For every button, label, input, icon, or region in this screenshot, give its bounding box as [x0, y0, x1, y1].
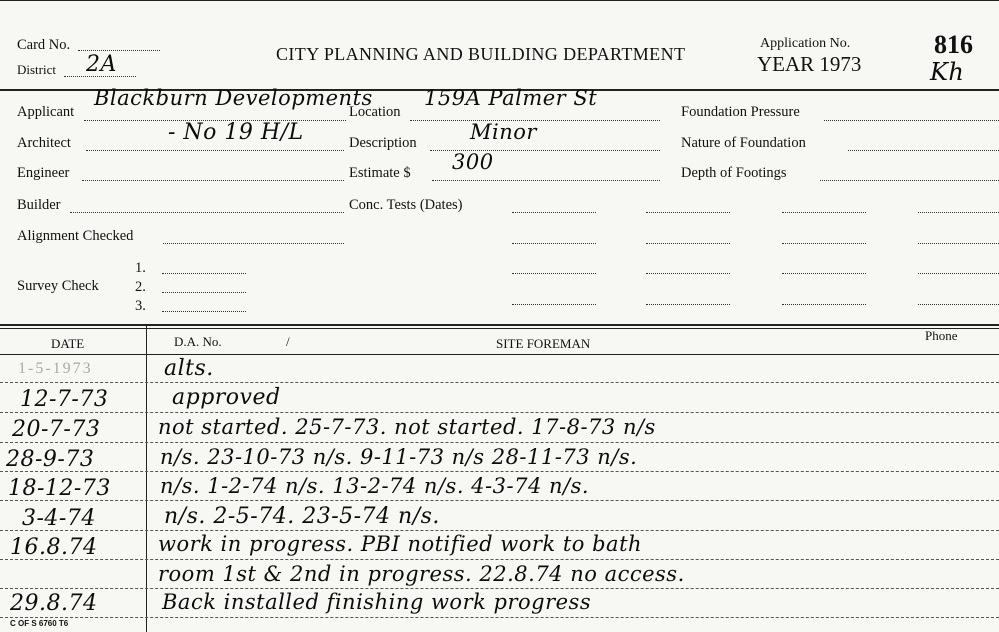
card-no-label: Card No.	[17, 37, 71, 53]
row-line	[0, 412, 999, 413]
form-code: C OF S 6760 T6	[10, 619, 69, 628]
table-top-rule-inner	[0, 328, 999, 329]
applicant-label: Applicant	[17, 104, 75, 120]
conc-line	[918, 212, 999, 213]
row-line	[0, 500, 999, 501]
col-header-site-foreman: SITE FOREMAN	[496, 336, 591, 351]
row-line	[0, 617, 999, 618]
architect-line	[86, 150, 344, 151]
row-entry: Back installed finishing work progress	[162, 590, 592, 614]
conc-tests-label: Conc. Tests (Dates)	[349, 197, 463, 213]
col-header-phone: Phone	[925, 328, 958, 343]
description-value: Minor	[470, 120, 537, 144]
alignment-checked-label: Alignment Checked	[17, 228, 134, 244]
conc-line	[646, 273, 730, 274]
conc-line	[782, 273, 866, 274]
table-top-rule	[0, 324, 999, 326]
row-line	[0, 471, 999, 472]
foundation-pressure-line	[824, 120, 999, 121]
district-label: District	[17, 62, 56, 77]
col-header-da-no: D.A. No.	[174, 334, 222, 349]
row-entry: n/s. 1-2-74 n/s. 13-2-74 n/s. 4-3-74 n/s.	[160, 474, 590, 498]
application-number: 816	[934, 30, 973, 59]
application-no-label: Application No.	[760, 36, 851, 51]
survey-item-2: 2.	[135, 279, 146, 295]
page-title: CITY PLANNING AND BUILDING DEPARTMENT	[276, 44, 686, 64]
survey-check-label: Survey Check	[17, 278, 99, 294]
location-value: 159A Palmer St	[424, 86, 598, 110]
row-date-stamp: 1-5-1973	[18, 360, 93, 377]
row-line	[0, 588, 999, 589]
engineer-label: Engineer	[17, 165, 70, 181]
estimate-label: Estimate $	[349, 165, 411, 181]
conc-line	[646, 212, 730, 213]
conc-line	[918, 273, 999, 274]
nature-of-foundation-label: Nature of Foundation	[681, 135, 806, 151]
row-date: 3-4-74	[22, 506, 96, 531]
conc-line	[512, 243, 596, 244]
row-date: 29.8.74	[10, 591, 98, 616]
row-line	[0, 442, 999, 443]
row-date: 28-9-73	[6, 447, 95, 472]
conc-line	[646, 304, 730, 305]
row-entry: n/s. 2-5-74. 23-5-74 n/s.	[164, 504, 440, 529]
col-header-slash: /	[286, 334, 290, 349]
conc-line	[782, 243, 866, 244]
conc-line	[782, 304, 866, 305]
conc-line	[512, 273, 596, 274]
description-label: Description	[349, 135, 417, 151]
depth-of-footings-label: Depth of Footings	[681, 165, 787, 181]
depth-of-footings-line	[820, 180, 999, 181]
top-border	[0, 0, 999, 1]
survey-line-1	[162, 273, 246, 274]
location-label: Location	[349, 104, 401, 120]
conc-line	[512, 212, 596, 213]
row-date: 18-12-73	[8, 476, 111, 501]
survey-item-3: 3.	[135, 298, 146, 314]
col-header-date: DATE	[51, 336, 85, 351]
row-entry: not started. 25-7-73. not started. 17-8-73 n/s	[158, 415, 656, 439]
conc-line	[646, 243, 730, 244]
conc-line	[512, 304, 596, 305]
row-line	[0, 559, 999, 560]
applicant-value: Blackburn Developments	[94, 86, 373, 110]
engineer-line	[82, 180, 344, 181]
estimate-value: 300	[452, 150, 494, 174]
survey-line-3	[162, 311, 246, 312]
nature-of-foundation-line	[848, 150, 999, 151]
row-date: 16.8.74	[10, 535, 98, 560]
survey-item-1: 1.	[135, 260, 146, 276]
architect-value: - No 19 H/L	[168, 120, 304, 145]
row-entry: approved	[172, 385, 281, 410]
builder-label: Builder	[17, 197, 61, 213]
conc-line	[918, 243, 999, 244]
architect-label: Architect	[17, 135, 71, 151]
card-no-line	[78, 50, 160, 51]
conc-line	[782, 212, 866, 213]
conc-line	[918, 304, 999, 305]
row-date: 20-7-73	[12, 417, 101, 442]
initials-signature: Kh	[930, 58, 965, 86]
row-entry: work in progress. PBI notified work to bath	[158, 532, 643, 556]
table-column-divider	[146, 324, 147, 632]
alignment-line	[163, 243, 344, 244]
row-entry: n/s. 23-10-73 n/s. 9-11-73 n/s 28-11-73 n/s.	[160, 445, 638, 469]
row-entry: room 1st & 2nd in progress. 22.8.74 no access.	[158, 562, 685, 586]
survey-line-2	[162, 292, 246, 293]
row-entry: alts.	[164, 356, 214, 381]
row-line	[0, 530, 999, 531]
year-label: YEAR 1973	[757, 52, 862, 76]
foundation-pressure-label: Foundation Pressure	[681, 104, 800, 120]
district-value: 2A	[86, 52, 117, 77]
header-row-rule	[0, 354, 999, 355]
builder-line	[70, 212, 344, 213]
row-line	[0, 382, 999, 383]
estimate-line	[432, 180, 660, 181]
row-date: 12-7-73	[20, 387, 109, 412]
